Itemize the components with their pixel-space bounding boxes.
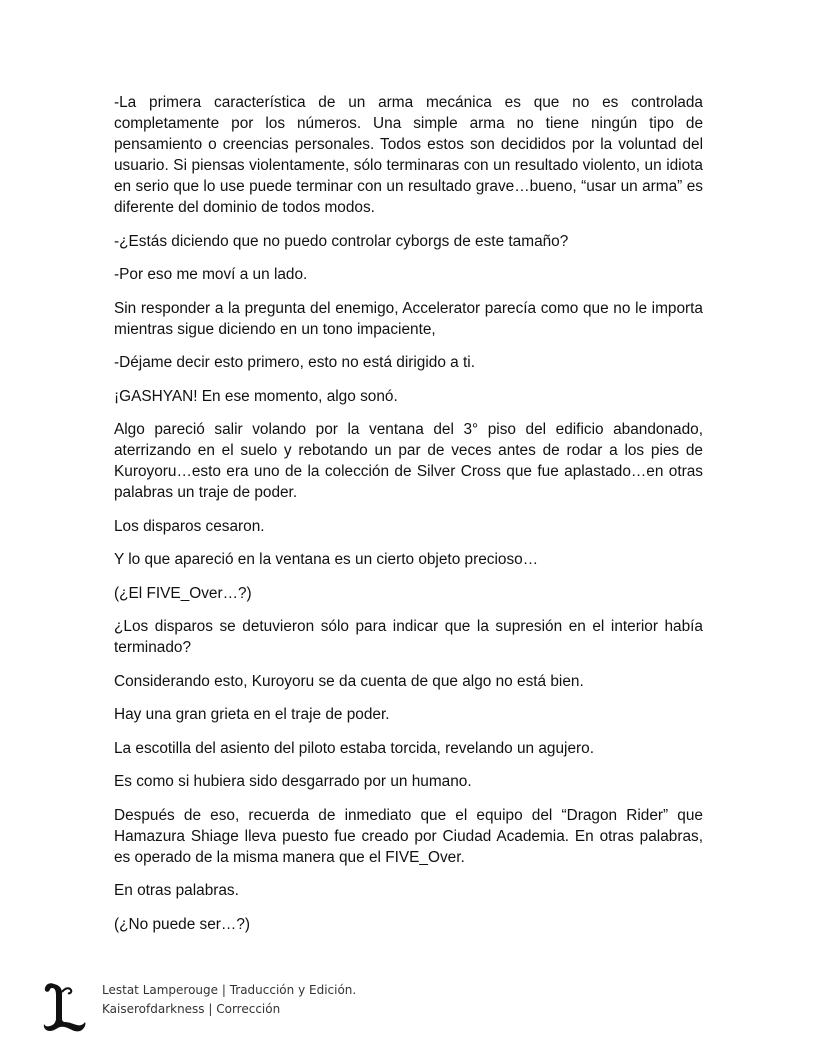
credit-correction: Kaiserofdarkness | Corrección [102, 1002, 281, 1016]
paragraph: (¿El FIVE_Over…?) [114, 584, 252, 602]
credit-translation: Lestat Lamperouge | Traducción y Edición. [102, 983, 357, 997]
paragraph: -Por eso me moví a un lado. [114, 266, 308, 283]
paragraph: Algo pareció salir volando por la ventana del 3° piso del edificio abandonado, aterrizando en el suelo y rebotando un par de veces antes de rodar a los pies de Kuroyoru…esto era uno de la colección de Silver Cross que fue aplastado…en otras palabras un traje de poder. [114, 421, 703, 501]
paragraph: Después de eso, recuerda de inmediato que el equipo del “Dragon Rider” que Hamazura Shiage lleva puesto fue creado por Ciudad Academia. En otras palabras, es operado de la misma manera que el FIVE_Over. [114, 806, 703, 866]
paragraph: Considerando esto, Kuroyoru se da cuenta de que algo no está bien. [114, 672, 584, 690]
paragraph: -La primera característica de un arma mecánica es que no es controlada completamente por los números. Una simple arma no tiene ningún tipo de pensamiento o creencias personales. Todos estos son decididos por la voluntad del usuario. Si piensas violentamente, sólo terminaras con un resultado violento, un idiota en serio que lo use puede terminar con un resultado grave…bueno, “usar un arma” es diferente del dominio de todos modos. [114, 94, 703, 216]
paragraph: La escotilla del asiento del piloto estaba torcida, revelando un agujero. [114, 739, 594, 757]
paragraph: En otras palabras. [114, 882, 239, 899]
paragraph: Los disparos cesaron. [114, 517, 265, 535]
credits [102, 981, 356, 1019]
paragraph: Y lo que apareció en la ventana es un cierto objeto precioso… [114, 551, 539, 568]
paragraph: -¿Estás diciendo que no puedo controlar cyborgs de este tamaño? [114, 232, 569, 250]
paragraph: Hay una gran grieta en el traje de poder. [114, 706, 390, 723]
paragraph: Sin responder a la pregunta del enemigo, Accelerator parecía como que no le importa mientras sigue diciendo en un tono impaciente, [114, 299, 703, 338]
paragraph: ¡GASHYAN! En ese momento, algo sonó. [114, 387, 398, 405]
document-body [114, 92, 703, 947]
paragraph: (¿No puede ser…?) [114, 915, 251, 933]
gothic-l-logo-icon [40, 978, 88, 1034]
paragraph: ¿Los disparos se detuvieron sólo para indicar que la supresión en el interior había terminado? [114, 618, 703, 656]
paragraph: Es como si hubiera sido desgarrado por un humano. [114, 773, 472, 790]
paragraph: -Déjame decir esto primero, esto no está dirigido a ti. [114, 354, 475, 371]
footer [40, 978, 440, 1038]
